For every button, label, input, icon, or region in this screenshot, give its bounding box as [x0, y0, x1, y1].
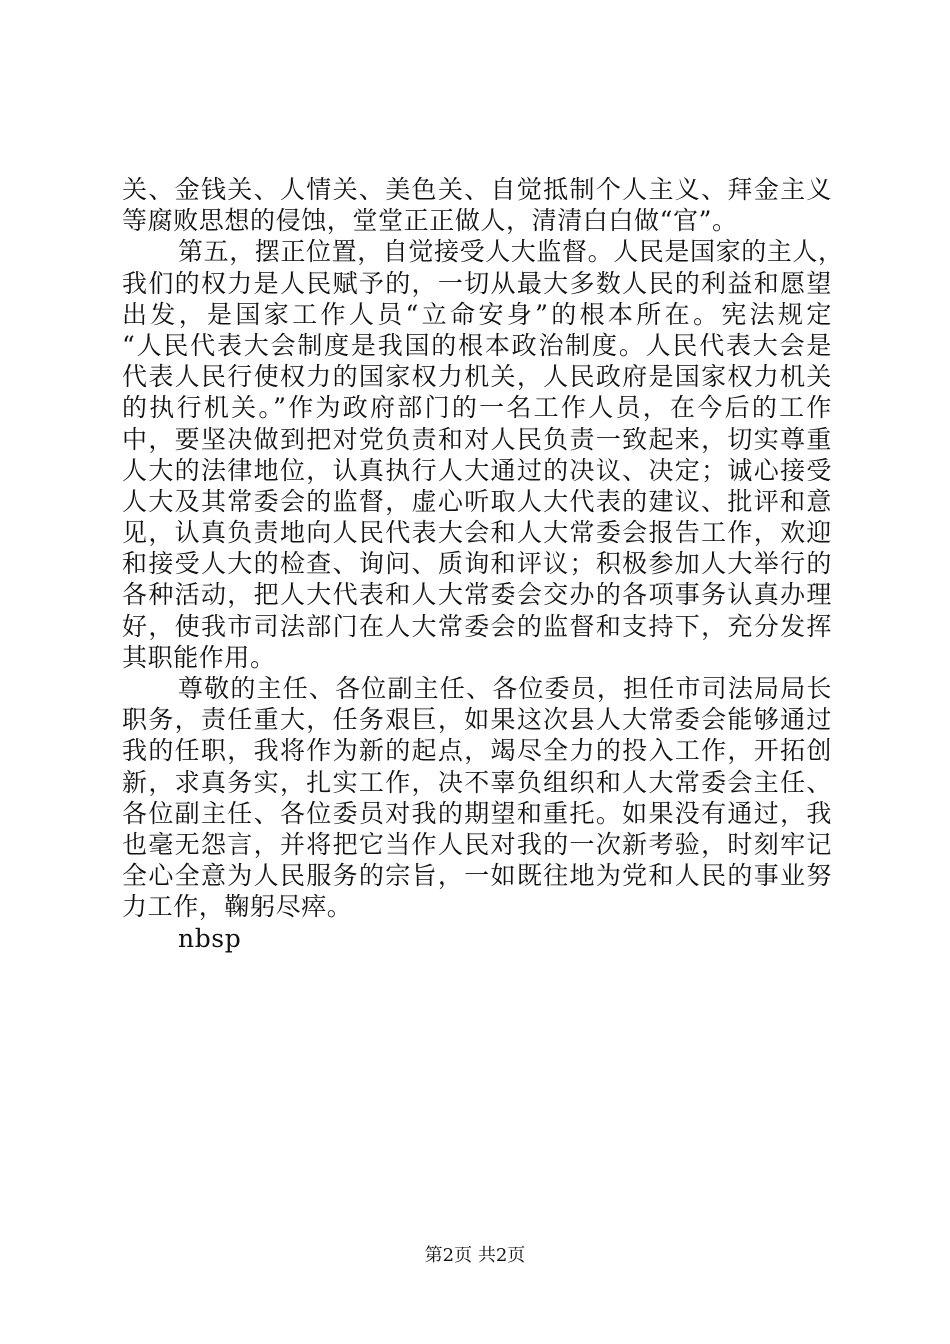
- text-line: 全心全意为人民服务的宗旨，一如既往地为党和人民的事业努: [122, 861, 832, 891]
- text-line: 见，认真负责地向人民代表大会和人大常委会报告工作，欢迎: [122, 518, 832, 548]
- text-line: 人大及其常委会的监督，虚心听取人大代表的建议、批评和意: [122, 486, 832, 516]
- text-line: “人民代表大会制度是我国的根本政治制度。人民代表大会是: [122, 330, 832, 360]
- text-line: 各种活动，把人大代表和人大常委会交办的各项事务认真办理: [122, 580, 832, 610]
- text-line: 中，要坚决做到把对党负责和对人民负责一致起来，切实尊重: [122, 424, 832, 454]
- text-line: 和接受人大的检查、询问、质询和评议；积极参加人大举行的: [122, 549, 832, 579]
- text-line: 出发，是国家工作人员“立命安身”的根本所在。宪法规定: [122, 299, 832, 329]
- text-line: 力工作，鞠躬尽瘁。: [122, 892, 353, 922]
- paragraph-nbsp: [122, 923, 832, 954]
- text-line: 其职能作用。: [122, 642, 276, 672]
- text-line: 我的任职，我将作为新的起点，竭尽全力的投入工作，开拓创: [122, 736, 832, 766]
- document-body: [122, 174, 844, 954]
- text-line: 尊敬的主任、各位副主任、各位委员，担任市司法局局长: [178, 674, 832, 703]
- paragraph-closing: [122, 673, 832, 923]
- text-line: 我们的权力是人民赋予的，一切从最大多数人民的利益和愿望: [122, 268, 832, 298]
- text-line: nbsp: [178, 923, 242, 953]
- text-line: 关、金钱关、人情关、美色关、自觉抵制个人主义、拜金主义: [122, 175, 832, 204]
- text-line: 好，使我市司法部门在人大常委会的监督和支持下，充分发挥: [122, 611, 832, 641]
- text-line: 等腐败思想的侵蚀，堂堂正正做人，清清白白做“官”。: [122, 206, 738, 236]
- text-line: 也毫无怨言，并将把它当作人民对我的一次新考验，时刻牢记: [122, 829, 832, 859]
- text-line: 人大的法律地位，认真执行人大通过的决议、决定；诚心接受: [122, 455, 832, 485]
- page-footer: 第2页 共2页: [424, 1245, 526, 1266]
- paragraph-fifth-point: [122, 236, 844, 673]
- text-line: 职务，责任重大，任务艰巨，如果这次县人大常委会能够通过: [122, 705, 832, 735]
- text-line: 第五，摆正位置，自觉接受人大监督。人民是国家的主人，: [178, 237, 844, 267]
- text-line: 各位副主任、各位委员对我的期望和重托。如果没有通过，我: [122, 798, 832, 828]
- text-line: 代表人民行使权力的国家权力机关，人民政府是国家权力机关: [122, 362, 832, 392]
- text-line: 的执行机关。”作为政府部门的一名工作人员，在今后的工作: [122, 393, 832, 423]
- paragraph-continuation: [122, 174, 832, 236]
- text-line: 新，求真务实，扎实工作，决不辜负组织和人大常委会主任、: [122, 767, 832, 797]
